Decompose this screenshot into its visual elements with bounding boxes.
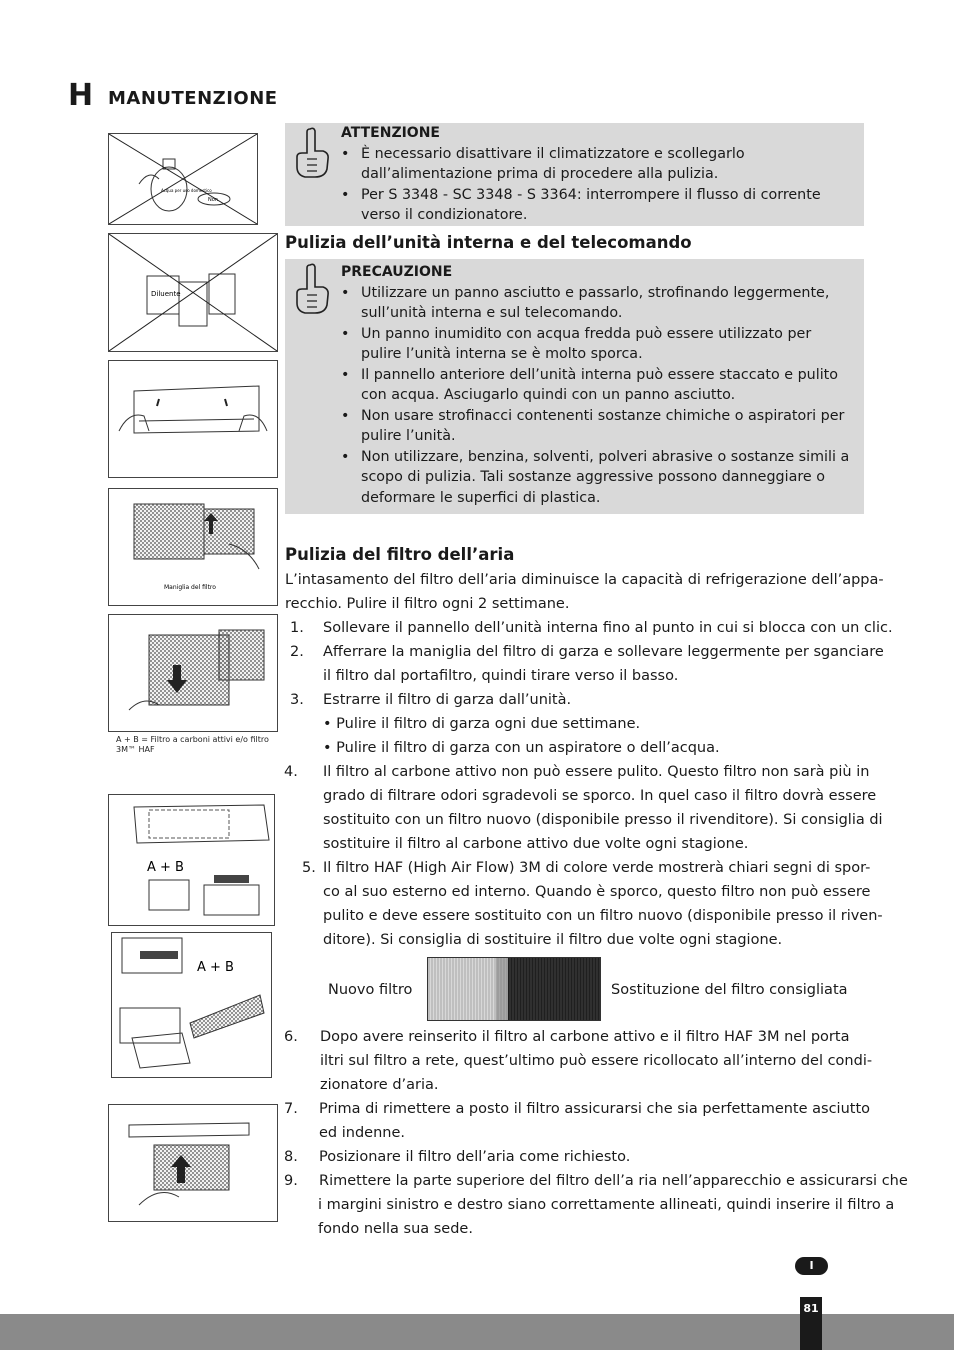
- section-title: MANUTENZIONE: [108, 88, 278, 109]
- caution-item: • Il pannello anteriore dell’unità interna può essere staccato e pulito con acqua. Asciugarlo quindi con un panno asciutto.: [341, 365, 850, 406]
- pointing-hand-icon: [293, 127, 333, 179]
- filter-title: Pulizia del filtro dell’aria: [285, 545, 515, 564]
- attention-box: [285, 123, 864, 226]
- figure-ab-filters-2: [111, 932, 272, 1078]
- fig2-label: Diluente: [151, 290, 181, 298]
- attention-item: • Per S 3348 - SC 3348 - S 3364: interrompere il flusso di corrente verso il condizionatore.: [341, 185, 850, 226]
- step-number: 2.: [290, 644, 304, 660]
- step-line: zionatore d’aria.: [320, 1077, 439, 1093]
- step-line: Dopo avere reinserito il filtro al carbone attivo e il filtro HAF 3M nel porta: [320, 1029, 850, 1045]
- caution-title: PRECAUZIONE: [341, 264, 453, 280]
- step-line: Afferrare la maniglia del filtro di garza e sollevare leggermente per sganciare: [323, 644, 884, 660]
- fig4-caption: Maniglia del filtro: [164, 584, 216, 591]
- step-line: ditore). Si consiglia di sostituire il filtro due volte ogni stagione.: [323, 932, 783, 948]
- language-badge: I: [795, 1257, 828, 1275]
- step-number: 3.: [290, 692, 304, 708]
- step-line: Prima di rimettere a posto il filtro assicurarsi che sia perfettamente asciutto: [319, 1101, 871, 1117]
- step-number: 9.: [284, 1173, 298, 1189]
- fig6-label: A + B: [147, 860, 184, 875]
- step-line: grado di filtrare odori sgradevoli se sporco. In quel caso il filtro dovrà essere: [323, 788, 877, 804]
- pointing-hand-icon: [293, 263, 333, 315]
- step-number: 5.: [302, 860, 316, 876]
- step-line: • Pulire il filtro di garza con un aspiratore o dell’acqua.: [323, 740, 720, 756]
- step-line: ed indenne.: [319, 1125, 405, 1141]
- figure-front-panel: [108, 360, 278, 478]
- step-line: sostituito con un filtro nuovo (disponibile presso il rivenditore). Si consiglia di: [323, 812, 883, 828]
- step-line: • Pulire il filtro di garza ogni due settimane.: [323, 716, 641, 732]
- section-letter: H: [68, 78, 94, 113]
- step-number: 6.: [284, 1029, 298, 1045]
- fig7-label: A + B: [197, 960, 234, 975]
- step-line: i margini sinistro e destro siano correttamente allineati, quindi inserire il filtro a: [318, 1197, 895, 1213]
- fig5-caption: A + B = Filtro a carboni attivi e/o filtro 3M™ HAF: [116, 735, 269, 754]
- caution-item: • Non usare strofinacci contenenti sostanze chimiche o aspiratori per pulire l’unità.: [341, 406, 850, 447]
- attention-title: ATTENZIONE: [341, 125, 440, 141]
- figure-no-spray-water: [108, 133, 258, 225]
- step-number: 7.: [284, 1101, 298, 1117]
- figure-filter-reinsert: [108, 1104, 278, 1222]
- filter-intro-line: L’intasamento del filtro dell’aria diminuisce la capacità di refrigerazione dell’appa-: [285, 572, 884, 588]
- step-line: fondo nella sua sede.: [318, 1221, 473, 1237]
- fig1-label-b: Non: [208, 197, 218, 203]
- replace-filter-label: Sostituzione del filtro consigliata: [611, 982, 848, 998]
- step-line: Sollevare il pannello dell’unità interna fino al punto in cui si blocca con un clic.: [323, 620, 893, 636]
- caution-item: • Un panno inumidito con acqua fredda può essere utilizzato per pulire l’unità interna se è molto sporca.: [341, 324, 850, 365]
- step-number: 1.: [290, 620, 304, 636]
- step-number: 8.: [284, 1149, 298, 1165]
- step-line: sostituire il filtro al carbone attivo due volte ogni stagione.: [323, 836, 749, 852]
- attention-item: • È necessario disattivare il climatizzatore e scollegarlo dall’alimentazione prima di procedere alla pulizia.: [341, 144, 850, 185]
- step-line: Il filtro HAF (High Air Flow) 3M di colore verde mostrerà chiari segni di spor-: [323, 860, 871, 876]
- caution-item: • Utilizzare un panno asciutto e passarlo, strofinando leggermente, sull’unità interna e sul telecomando.: [341, 283, 850, 324]
- caution-box: [285, 259, 864, 514]
- caution-item: • Non utilizzare, benzina, solventi, polveri abrasive o sostanze simili a scopo di pulizia. Tali sostanze aggressive possono danneggiare o deformare le superfici di plastica.: [341, 447, 850, 509]
- indoor-cleaning-title: Pulizia dell’unità interna e del telecomando: [285, 233, 692, 252]
- step-line: iltri sul filtro a rete, quest’ultimo può essere ricollocato all’interno del condi-: [320, 1053, 873, 1069]
- step-line: Il filtro al carbone attivo non può essere pulito. Questo filtro non sarà più in: [323, 764, 870, 780]
- figure-no-solvent: [108, 233, 278, 352]
- filter-intro-line: recchio. Pulire il filtro ogni 2 settimane.: [285, 596, 570, 612]
- figure-filter-pull-down: [108, 614, 278, 732]
- step-line: pulito e deve essere sostituito con un filtro nuovo (disponibile presso il riven-: [323, 908, 883, 924]
- step-line: Estrarre il filtro di garza dall’unità.: [323, 692, 572, 708]
- fig1-label-a: Acqua per uso domestico: [161, 188, 212, 193]
- new-filter-label: Nuovo filtro: [328, 982, 413, 998]
- step-line: il filtro dal portafiltro, quindi tirare verso il basso.: [323, 668, 679, 684]
- step-line: co al suo esterno ed interno. Quando è sporco, questo filtro non può essere: [323, 884, 871, 900]
- step-line: Posizionare il filtro dell’aria come richiesto.: [319, 1149, 631, 1165]
- page-number: 81: [800, 1297, 822, 1350]
- figure-ab-filters-1: [108, 794, 275, 926]
- figure-filter-handle: [108, 488, 278, 606]
- step-number: 4.: [284, 764, 298, 780]
- step-line: Rimettere la parte superiore del filtro dell’a ria nell’apparecchio e assicurarsi che: [319, 1173, 908, 1189]
- filter-comparison-image: [427, 957, 601, 1021]
